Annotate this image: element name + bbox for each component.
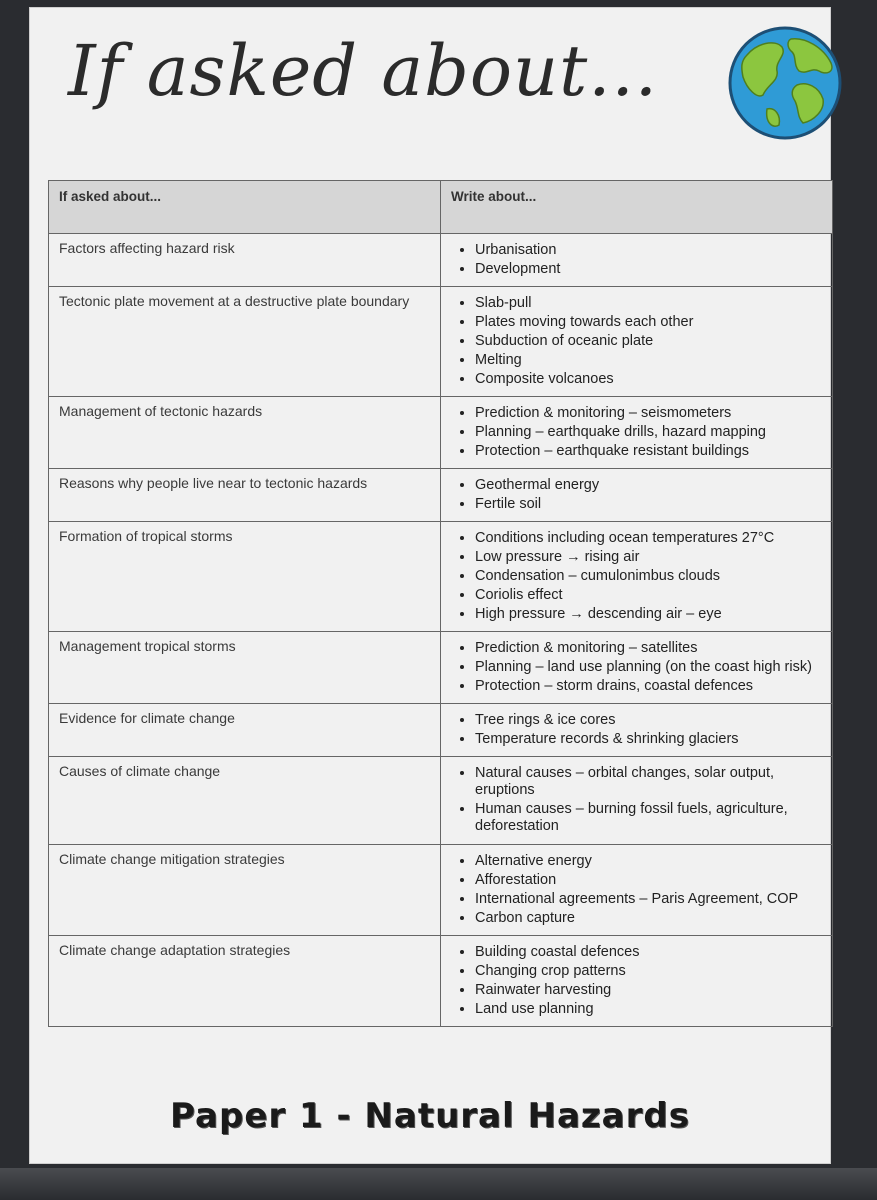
bullet-list <box>451 405 822 460</box>
topic-cell: Management tropical storms <box>49 632 441 704</box>
bullet-item: • Fertile soil <box>475 496 822 513</box>
page-title: If asked about... <box>68 30 659 112</box>
bullet-item: • Afforestation <box>475 872 822 889</box>
topic-cell: Evidence for climate change <box>49 704 441 757</box>
points-cell <box>441 397 833 469</box>
bullet-item: • Protection – storm drains, coastal defences <box>475 678 822 695</box>
topic-cell: Reasons why people live near to tectonic hazards <box>49 469 441 522</box>
topic-cell: Tectonic plate movement at a destructive plate boundary <box>49 287 441 397</box>
document-page <box>30 8 830 1163</box>
bullet-list <box>451 640 822 695</box>
bullet-item: • Land use planning <box>475 1001 822 1018</box>
table-row <box>49 632 833 704</box>
table-row <box>49 936 833 1027</box>
bullet-item: • Development <box>475 261 822 278</box>
points-cell <box>441 704 833 757</box>
bullet-item: • Subduction of oceanic plate <box>475 333 822 350</box>
table-row <box>49 704 833 757</box>
topic-cell: Management of tectonic hazards <box>49 397 441 469</box>
topic-cell: Factors affecting hazard risk <box>49 234 441 287</box>
bullet-item: • Tree rings & ice cores <box>475 712 822 729</box>
table-row <box>49 287 833 397</box>
background-edge <box>0 1168 877 1200</box>
bullet-item: • Building coastal defences <box>475 944 822 961</box>
bullet-item: • Human causes – burning fossil fuels, agriculture, deforestation <box>475 801 822 835</box>
points-cell <box>441 287 833 397</box>
bullet-item: • Prediction & monitoring – seismometers <box>475 405 822 422</box>
bullet-item: • Rainwater harvesting <box>475 982 822 999</box>
bullet-item: • Condensation – cumulonimbus clouds <box>475 568 822 585</box>
bullet-list <box>451 530 822 623</box>
topic-cell: Causes of climate change <box>49 757 441 845</box>
topic-cell: Climate change adaptation strategies <box>49 936 441 1027</box>
bullet-item: • Low pressure → rising air <box>475 549 822 566</box>
bullet-list <box>451 944 822 1018</box>
table-row <box>49 469 833 522</box>
topic-cell: Climate change mitigation strategies <box>49 845 441 936</box>
points-cell <box>441 757 833 845</box>
bullet-list <box>451 853 822 927</box>
globe-icon <box>727 25 843 141</box>
bullet-item: • Protection – earthquake resistant buildings <box>475 443 822 460</box>
points-cell <box>441 234 833 287</box>
points-cell <box>441 522 833 632</box>
header-topic: If asked about... <box>49 181 441 234</box>
bullet-item: • Carbon capture <box>475 910 822 927</box>
bullet-item: • Geothermal energy <box>475 477 822 494</box>
bullet-item: • Urbanisation <box>475 242 822 259</box>
revision-table <box>48 180 833 1027</box>
table-row <box>49 397 833 469</box>
bullet-item: • Natural causes – orbital changes, solar output, eruptions <box>475 765 822 799</box>
footer-title: Paper 1 - Natural Hazards <box>170 1096 690 1136</box>
table-row <box>49 757 833 845</box>
header-points: Write about... <box>441 181 833 234</box>
table-row <box>49 522 833 632</box>
points-cell <box>441 936 833 1027</box>
bullet-item: • Changing crop patterns <box>475 963 822 980</box>
points-cell <box>441 845 833 936</box>
bullet-item: • High pressure → descending air – eye <box>475 606 822 623</box>
bullet-item: • Coriolis effect <box>475 587 822 604</box>
bullet-item: • Planning – land use planning (on the coast high risk) <box>475 659 822 676</box>
bullet-item: • International agreements – Paris Agreement, COP <box>475 891 822 908</box>
bullet-item: • Composite volcanoes <box>475 371 822 388</box>
bullet-item: • Conditions including ocean temperatures 27°C <box>475 530 822 547</box>
bullet-item: • Prediction & monitoring – satellites <box>475 640 822 657</box>
table-row <box>49 845 833 936</box>
bullet-item: • Planning – earthquake drills, hazard mapping <box>475 424 822 441</box>
table-row <box>49 234 833 287</box>
bullet-list <box>451 242 822 278</box>
table-header-row <box>49 181 833 234</box>
bullet-list <box>451 765 822 835</box>
bullet-item: • Melting <box>475 352 822 369</box>
bullet-item: • Temperature records & shrinking glaciers <box>475 731 822 748</box>
points-cell <box>441 632 833 704</box>
points-cell <box>441 469 833 522</box>
bullet-list <box>451 477 822 513</box>
bullet-item: • Plates moving towards each other <box>475 314 822 331</box>
topic-cell: Formation of tropical storms <box>49 522 441 632</box>
table-body <box>49 234 833 1027</box>
bullet-list <box>451 295 822 388</box>
bullet-item: • Slab-pull <box>475 295 822 312</box>
bullet-list <box>451 712 822 748</box>
bullet-item: • Alternative energy <box>475 853 822 870</box>
